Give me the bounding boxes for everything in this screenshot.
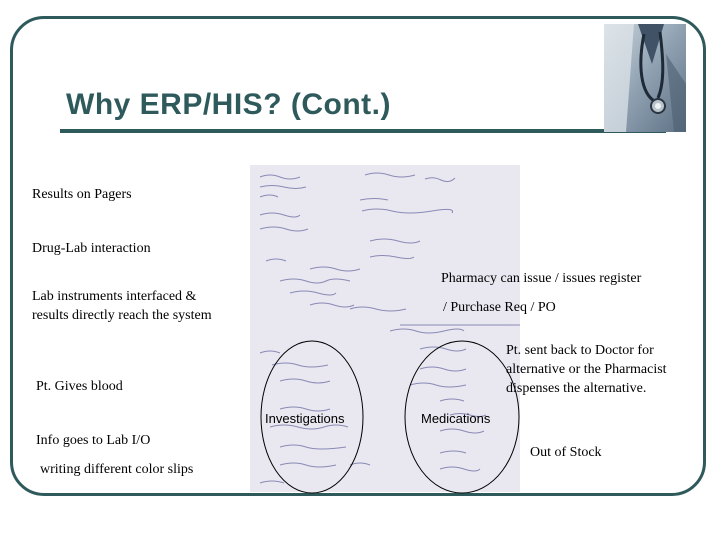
doctor-stethoscope-photo xyxy=(604,24,686,132)
note-purchase-req: / Purchase Req / PO xyxy=(443,300,556,315)
note-drug-lab: Drug-Lab interaction xyxy=(32,241,151,256)
note-lab-instruments: Lab instruments interfaced & results directly reach the system xyxy=(32,289,212,323)
slide-title: Why ERP/HIS? (Cont.) xyxy=(66,88,391,121)
note-sent-back: Pt. sent back to Doctor for alternative or the Pharmacist dispenses the alternative. xyxy=(506,343,667,396)
note-color-slips: writing different color slips xyxy=(40,462,194,477)
note-pagers: Results on Pagers xyxy=(32,187,132,202)
note-pharmacy-issue: Pharmacy can issue / issues register xyxy=(441,271,642,286)
note-info-lab: Info goes to Lab I/O xyxy=(36,433,151,448)
label-investigations: Investigations xyxy=(265,411,345,426)
title-underline xyxy=(60,129,666,133)
note-gives-blood: Pt. Gives blood xyxy=(36,379,123,394)
handwritten-prescription-scan xyxy=(250,165,520,492)
note-out-of-stock: Out of Stock xyxy=(530,445,602,460)
label-medications: Medications xyxy=(421,411,491,426)
